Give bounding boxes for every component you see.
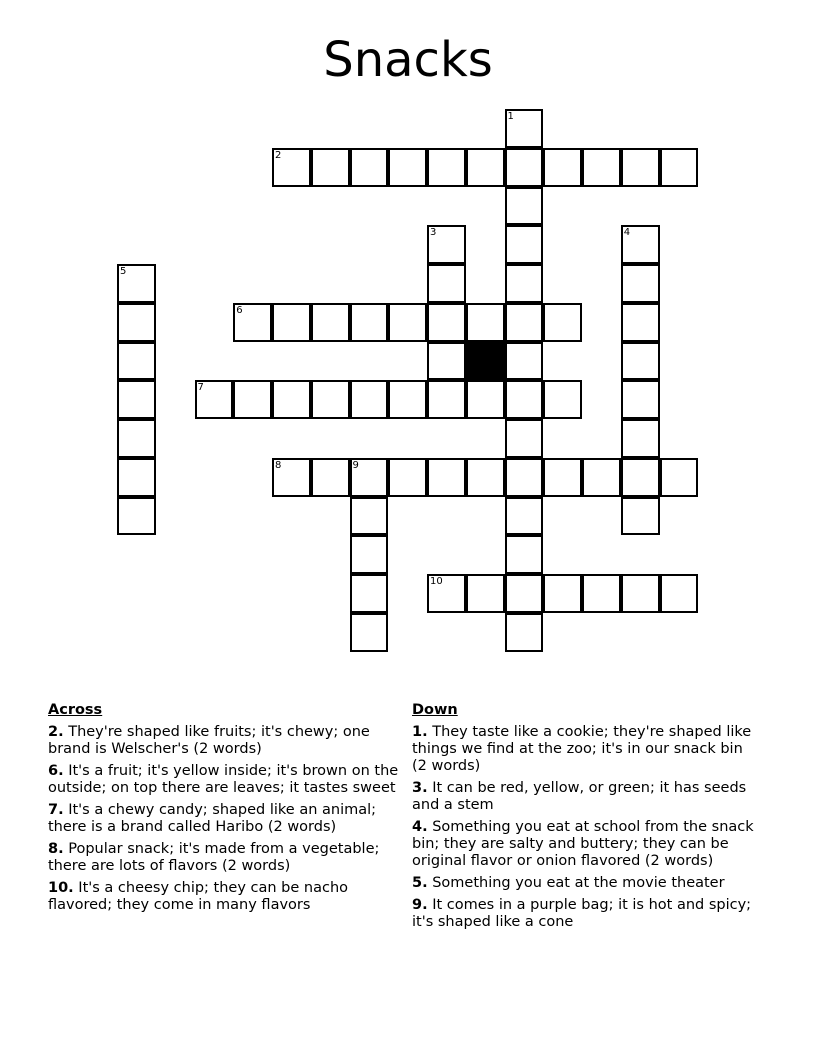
grid-cell[interactable] xyxy=(543,148,582,187)
grid-cell[interactable] xyxy=(582,458,621,497)
grid-cell[interactable] xyxy=(311,458,350,497)
grid-cell[interactable] xyxy=(621,264,660,303)
grid-cell[interactable] xyxy=(117,419,156,458)
grid-cell[interactable] xyxy=(427,574,466,613)
grid-cell[interactable] xyxy=(427,303,466,342)
across-heading: Across xyxy=(48,702,103,718)
across-clue-7: 7. It's a chewy candy; shaped like an animal; there is a brand called Haribo (2 words) xyxy=(48,802,377,835)
across-clue-10: 10. It's a cheesy chip; they can be nacho flavored; they come in many flavors xyxy=(48,880,349,913)
down-clues xyxy=(412,700,762,936)
grid-cell[interactable] xyxy=(350,303,389,342)
down-clue-1: 1. They taste like a cookie; they're shaped like things we find at the zoo; it's in our snack bin (2 words) xyxy=(412,724,752,774)
clue-number: 7 xyxy=(197,382,204,394)
grid-cell[interactable] xyxy=(621,419,660,458)
black-cell xyxy=(466,342,505,381)
clue-number: 9 xyxy=(352,459,359,471)
grid-cell[interactable] xyxy=(543,380,582,419)
grid-cell[interactable] xyxy=(505,613,544,652)
grid-cell[interactable] xyxy=(505,458,544,497)
grid-cell[interactable] xyxy=(311,380,350,419)
clue-number: 10 xyxy=(430,576,443,587)
grid-cell[interactable] xyxy=(466,458,505,497)
grid-cell[interactable] xyxy=(427,380,466,419)
grid-cell[interactable] xyxy=(427,264,466,303)
grid-cell[interactable] xyxy=(427,458,466,497)
grid-cell[interactable] xyxy=(505,225,544,264)
grid-cell[interactable] xyxy=(505,380,544,419)
across-clue-6: 6. It's a fruit; it's yellow inside; it's brown on the outside; on top there are leaves; it tastes sweet xyxy=(48,763,399,796)
grid-cell[interactable] xyxy=(388,458,427,497)
grid-cell[interactable] xyxy=(350,380,389,419)
grid-cell[interactable] xyxy=(117,303,156,342)
grid-cell[interactable] xyxy=(505,419,544,458)
grid-cell[interactable] xyxy=(466,380,505,419)
grid-cell[interactable] xyxy=(388,148,427,187)
grid-cell[interactable] xyxy=(233,303,272,342)
grid-cell[interactable] xyxy=(621,148,660,187)
grid-cell[interactable] xyxy=(621,225,660,264)
grid-cell[interactable] xyxy=(427,342,466,381)
grid-cell[interactable] xyxy=(505,109,544,148)
grid-cell[interactable] xyxy=(621,380,660,419)
grid-cell[interactable] xyxy=(117,342,156,381)
across-clue-8: 8. Popular snack; it's made from a vegetable; there are lots of flavors (2 words) xyxy=(48,841,380,874)
grid-cell[interactable] xyxy=(505,303,544,342)
grid-cell[interactable] xyxy=(466,303,505,342)
down-clue-4: 4. Something you eat at school from the snack bin; they are salty and buttery; they can be original flavor or onion flavored (2 words) xyxy=(412,819,754,869)
grid-cell[interactable] xyxy=(117,497,156,536)
grid-cell[interactable] xyxy=(543,303,582,342)
grid-cell[interactable] xyxy=(350,458,389,497)
grid-cell[interactable] xyxy=(350,148,389,187)
clue-number: 3 xyxy=(430,227,437,239)
down-heading: Down xyxy=(412,702,458,718)
grid-cell[interactable] xyxy=(466,148,505,187)
grid-cell[interactable] xyxy=(117,458,156,497)
grid-cell[interactable] xyxy=(427,225,466,264)
grid-cell[interactable] xyxy=(505,497,544,536)
grid-cell[interactable] xyxy=(660,148,699,187)
down-clue-5: 5. Something you eat at the movie theater xyxy=(412,875,725,891)
grid-cell[interactable] xyxy=(350,497,389,536)
grid-cell[interactable] xyxy=(272,148,311,187)
grid-cell[interactable] xyxy=(505,342,544,381)
grid-cell[interactable] xyxy=(350,535,389,574)
grid-cell[interactable] xyxy=(505,148,544,187)
grid-cell[interactable] xyxy=(505,574,544,613)
grid-cell[interactable] xyxy=(388,303,427,342)
grid-cell[interactable] xyxy=(272,458,311,497)
across-clues xyxy=(48,700,408,919)
down-clue-9: 9. It comes in a purple bag; it is hot and spicy; it's shaped like a cone xyxy=(412,897,752,930)
grid-cell[interactable] xyxy=(621,497,660,536)
grid-cell[interactable] xyxy=(311,148,350,187)
clue-number: 8 xyxy=(275,459,282,471)
clue-number: 6 xyxy=(236,304,243,316)
clue-number: 4 xyxy=(623,227,631,239)
grid-cell[interactable] xyxy=(621,458,660,497)
grid-cell[interactable] xyxy=(660,574,699,613)
grid-cell[interactable] xyxy=(233,380,272,419)
grid-cell[interactable] xyxy=(311,303,350,342)
grid-cell[interactable] xyxy=(117,264,156,303)
grid-cell[interactable] xyxy=(427,148,466,187)
across-clue-2: 2. They're shaped like fruits; it's chewy; one brand is Welscher's (2 words) xyxy=(48,724,370,757)
grid-cell[interactable] xyxy=(582,574,621,613)
grid-cell[interactable] xyxy=(621,574,660,613)
grid-cell[interactable] xyxy=(350,574,389,613)
down-clue-3: 3. It can be red, yellow, or green; it has seeds and a stem xyxy=(412,780,747,813)
puzzle-title: Snacks xyxy=(323,32,493,88)
grid-cell[interactable] xyxy=(505,264,544,303)
grid-cell[interactable] xyxy=(505,187,544,226)
grid-cell[interactable] xyxy=(466,574,505,613)
grid-cell[interactable] xyxy=(543,574,582,613)
grid-cell[interactable] xyxy=(582,148,621,187)
grid-cell[interactable] xyxy=(388,380,427,419)
grid-cell[interactable] xyxy=(543,458,582,497)
clue-number: 2 xyxy=(275,149,282,161)
grid-cell[interactable] xyxy=(272,303,311,342)
grid-cell[interactable] xyxy=(272,380,311,419)
grid-cell[interactable] xyxy=(621,342,660,381)
clue-number: 5 xyxy=(120,266,127,277)
grid-cell[interactable] xyxy=(350,613,389,652)
grid-cell[interactable] xyxy=(195,380,234,419)
grid-cell[interactable] xyxy=(660,458,699,497)
grid-cell[interactable] xyxy=(117,380,156,419)
grid-cell[interactable] xyxy=(505,535,544,574)
grid-cell[interactable] xyxy=(621,303,660,342)
clue-number: 1 xyxy=(507,111,514,122)
